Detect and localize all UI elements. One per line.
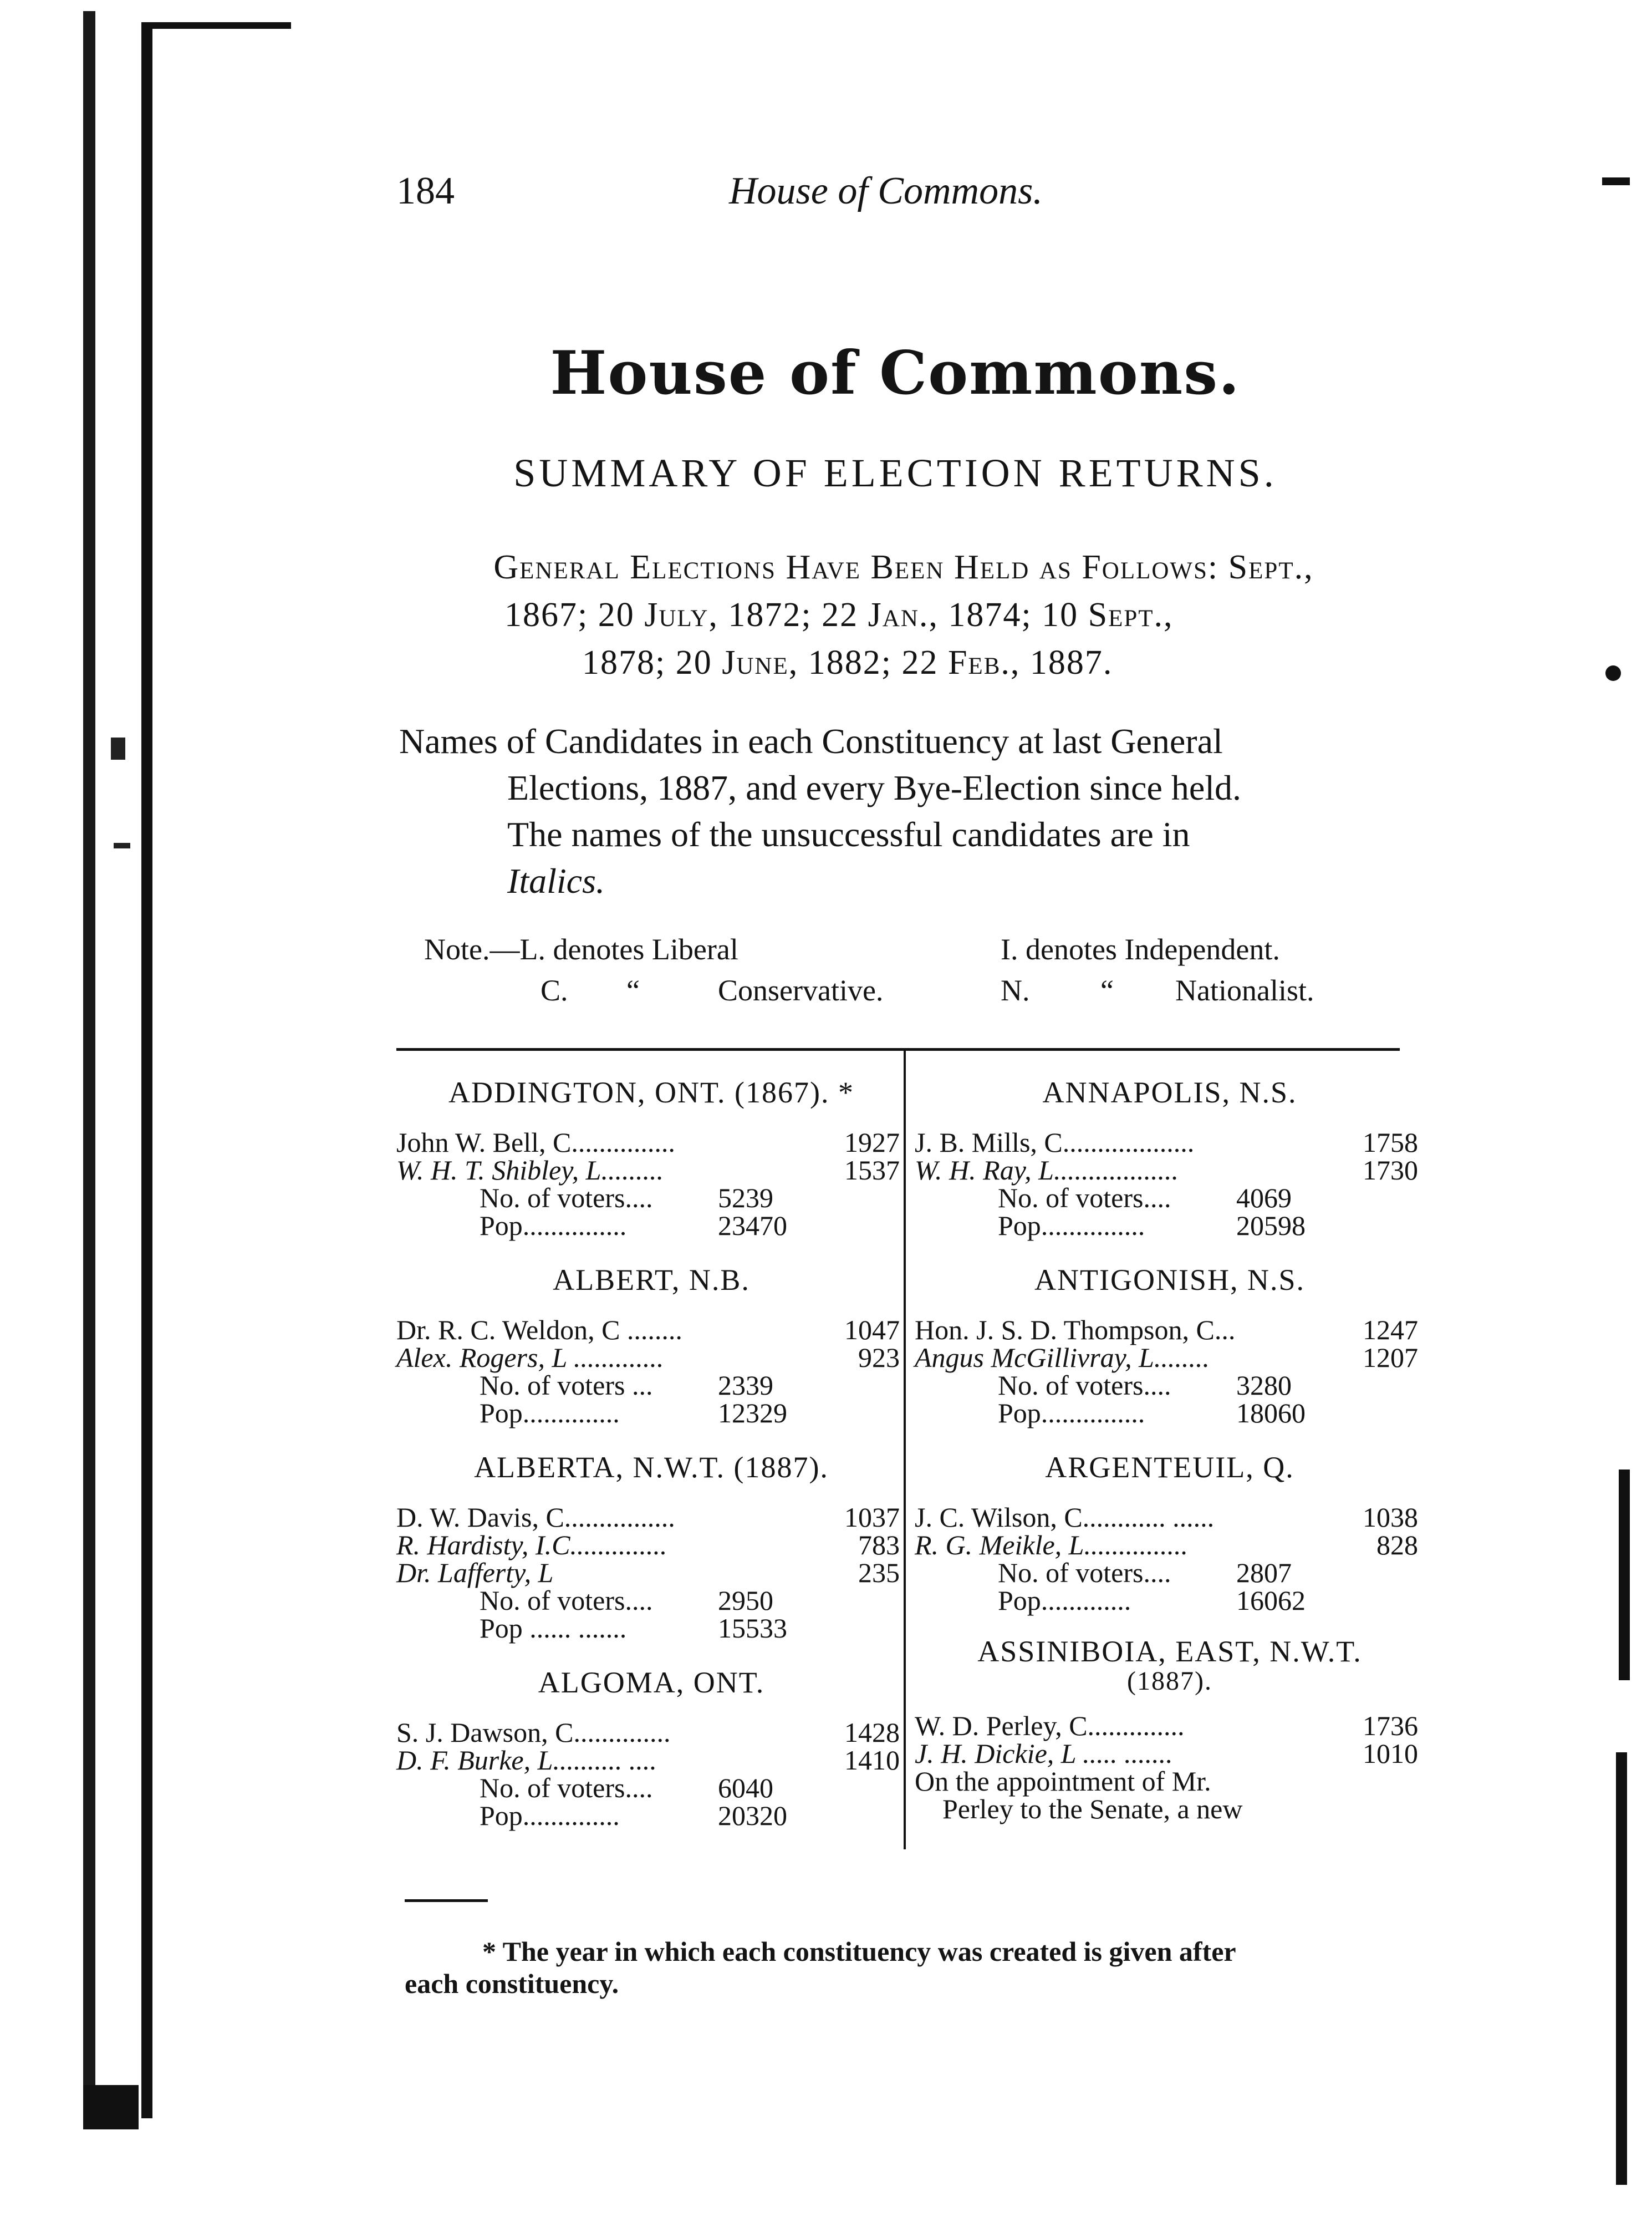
- candidate-row: [396, 1718, 906, 1746]
- voters-label: No. of voters....: [480, 1772, 653, 1803]
- population-label: Pop.............: [998, 1585, 1131, 1616]
- voters-row: [396, 1587, 906, 1614]
- candidate-name: R. G. Meikle, L...............: [915, 1529, 1188, 1560]
- candidate-votes: 1428: [844, 1717, 900, 1748]
- scan-edge-right: [1616, 1752, 1627, 2185]
- population-row: [396, 1802, 906, 1829]
- candidate-row: [396, 1503, 906, 1531]
- party-note: [424, 929, 1400, 1011]
- binding-mark: [111, 738, 125, 760]
- candidate-votes: 1758: [1363, 1127, 1418, 1158]
- voters-label: No. of voters ...: [480, 1370, 653, 1401]
- binding-edge-foot: [83, 2085, 139, 2129]
- population-count: 18060: [1236, 1397, 1306, 1428]
- footnote-rule: [405, 1899, 488, 1902]
- voters-label: No. of voters....: [998, 1182, 1171, 1213]
- candidate-row: [915, 1531, 1425, 1559]
- candidate-name: R. Hardisty, I.C..............: [396, 1529, 667, 1560]
- constituency-heading: ADDINGTON, ONT. (1867). *: [448, 1076, 854, 1109]
- population-count: 20598: [1236, 1210, 1306, 1241]
- note-ditto-mark: “: [626, 974, 640, 1007]
- population-count: 12329: [718, 1397, 787, 1428]
- candidate-row: [396, 1746, 906, 1774]
- candidate-name: John W. Bell, C...............: [396, 1127, 675, 1158]
- candidate-row: [396, 1128, 906, 1156]
- candidate-votes: 1410: [844, 1745, 900, 1776]
- voters-count: 5239: [718, 1182, 773, 1213]
- names-line: Italics.: [507, 861, 605, 901]
- candidate-votes: 923: [858, 1342, 900, 1373]
- population-row: [396, 1614, 906, 1642]
- scan-edge-right: [1619, 1470, 1630, 1680]
- scan-edge-mark: [1605, 665, 1621, 681]
- population-row: [915, 1587, 1425, 1614]
- note-nationalist: Nationalist.: [1175, 974, 1314, 1007]
- binding-edge-outer: [83, 11, 95, 2118]
- running-title: House of Commons.: [729, 170, 1043, 212]
- voters-count: 3280: [1236, 1370, 1292, 1401]
- constituency-heading-year: (1887).: [1127, 1666, 1212, 1696]
- voters-label: No. of voters....: [480, 1182, 653, 1213]
- candidate-name: J. C. Wilson, C............ ......: [915, 1502, 1215, 1533]
- voters-count: 2807: [1236, 1557, 1292, 1588]
- note-independent: I. denotes Independent.: [1001, 933, 1280, 966]
- note-conservative-abbr: C.: [541, 974, 568, 1007]
- binding-mark: [114, 843, 130, 848]
- voters-row: [396, 1371, 906, 1399]
- candidate-name: Alex. Rogers, L .............: [396, 1342, 664, 1373]
- candidate-name: D. W. Davis, C................: [396, 1502, 675, 1533]
- voters-row: [396, 1774, 906, 1802]
- population-label: Pop ...... .......: [480, 1613, 627, 1644]
- candidate-votes: 783: [858, 1529, 900, 1560]
- candidate-row: [915, 1156, 1425, 1184]
- candidate-row: [396, 1344, 906, 1371]
- population-label: Pop...............: [998, 1397, 1145, 1428]
- candidate-name: J. H. Dickie, L ..... .......: [915, 1738, 1173, 1769]
- note-conservative: Conservative.: [718, 974, 884, 1007]
- running-head: [396, 169, 1117, 219]
- candidate-name: Angus McGillivray, L........: [915, 1342, 1210, 1373]
- bye-election-note: On the appointment of Mr.: [915, 1766, 1211, 1797]
- candidate-name: J. B. Mills, C...................: [915, 1127, 1195, 1158]
- page-number: 184: [396, 170, 455, 212]
- voters-count: 2950: [718, 1585, 773, 1616]
- voters-row: [396, 1184, 906, 1212]
- population-count: 15533: [718, 1613, 787, 1644]
- scan-edge-mark: [1602, 177, 1630, 185]
- note-ditto-mark: “: [1100, 974, 1114, 1007]
- population-row: [915, 1399, 1425, 1427]
- voters-count: 6040: [718, 1772, 773, 1803]
- constituency-heading: ASSINIBOIA, EAST, N.W.T.: [977, 1635, 1362, 1668]
- candidate-votes: 1038: [1363, 1502, 1418, 1533]
- names-line: Elections, 1887, and every Bye-Election since held.: [507, 768, 1242, 807]
- elections-held-paragraph: [399, 543, 1408, 687]
- candidate-votes: 1207: [1363, 1342, 1418, 1373]
- voters-row: [915, 1371, 1425, 1399]
- population-label: Pop..............: [480, 1397, 620, 1428]
- names-line: Names of Candidates in each Constituency at last General: [399, 721, 1223, 761]
- note-nationalist-abbr: N.: [1001, 974, 1030, 1007]
- candidate-name: Dr. R. C. Weldon, C ........: [396, 1314, 682, 1345]
- population-count: 23470: [718, 1210, 787, 1241]
- candidate-name: W. H. T. Shibley, L.........: [396, 1155, 664, 1186]
- names-line: The names of the unsuccessful candidates are in: [507, 815, 1190, 854]
- constituency-heading: ANNAPOLIS, N.S.: [1042, 1076, 1297, 1109]
- candidate-row: [915, 1712, 1425, 1740]
- bye-election-note: Perley to the Senate, a new: [942, 1793, 1243, 1824]
- population-count: 20320: [718, 1800, 787, 1831]
- candidate-name: D. F. Burke, L.......... ....: [396, 1745, 657, 1776]
- candidate-name: W. H. Ray, L..................: [915, 1155, 1179, 1186]
- footnote-line: each constituency.: [405, 1968, 619, 1999]
- candidate-row: [915, 1128, 1425, 1156]
- candidate-name: W. D. Perley, C..............: [915, 1710, 1185, 1741]
- candidate-row: [915, 1344, 1425, 1371]
- candidate-votes: 1736: [1363, 1710, 1418, 1741]
- summary-heading: SUMMARY OF ELECTION RETURNS.: [513, 451, 1277, 495]
- elections-held-line: General Elections Have Been Held as Follows: Sept.,: [493, 548, 1314, 586]
- candidate-row: [396, 1316, 906, 1344]
- constituency-heading: ALGOMA, ONT.: [538, 1666, 765, 1699]
- candidate-row: [915, 1316, 1425, 1344]
- candidate-votes: 1247: [1363, 1314, 1418, 1345]
- candidate-votes: 1730: [1363, 1155, 1418, 1186]
- voters-count: 4069: [1236, 1182, 1292, 1213]
- table-top-rule: [396, 1048, 1400, 1051]
- candidate-votes: 1037: [844, 1502, 900, 1533]
- population-label: Pop..............: [480, 1800, 620, 1831]
- footnote-line: * The year in which each constituency was created is given after: [482, 1936, 1236, 1967]
- voters-label: No. of voters....: [998, 1557, 1171, 1588]
- constituency-heading: ALBERT, N.B.: [553, 1263, 750, 1296]
- candidate-name: S. J. Dawson, C..............: [396, 1717, 671, 1748]
- footnote: [405, 1935, 1408, 2000]
- binding-edge-top: [141, 22, 291, 29]
- candidate-votes: 1537: [844, 1155, 900, 1186]
- candidate-name: Hon. J. S. D. Thompson, C...: [915, 1314, 1236, 1345]
- note-liberal: Note.—L. denotes Liberal: [424, 933, 738, 966]
- elections-held-line: 1867; 20 July, 1872; 22 Jan., 1874; 10 Sept.,: [504, 596, 1174, 634]
- candidate-name: Dr. Lafferty, L: [396, 1557, 554, 1588]
- voters-row: [915, 1184, 1425, 1212]
- binding-edge-inner: [141, 22, 152, 2118]
- voters-label: No. of voters....: [998, 1370, 1171, 1401]
- constituency-heading: ALBERTA, N.W.T. (1887).: [474, 1451, 829, 1484]
- candidate-votes: 1010: [1363, 1738, 1418, 1769]
- constituency-heading: ANTIGONISH, N.S.: [1034, 1263, 1305, 1296]
- page-title: House of Commons.: [550, 338, 1241, 408]
- voters-count: 2339: [718, 1370, 773, 1401]
- candidate-row: [396, 1531, 906, 1559]
- left-column: [396, 1073, 906, 1829]
- candidate-votes: 235: [858, 1557, 900, 1588]
- right-column: [915, 1073, 1425, 1823]
- candidate-row: [396, 1559, 906, 1587]
- population-label: Pop...............: [998, 1210, 1145, 1241]
- population-row: [396, 1212, 906, 1239]
- voters-row: [915, 1559, 1425, 1587]
- candidate-row: [396, 1156, 906, 1184]
- population-row: [915, 1212, 1425, 1239]
- elections-held-line: 1878; 20 June, 1882; 22 Feb., 1887.: [582, 644, 1113, 682]
- candidate-row: [915, 1503, 1425, 1531]
- candidate-votes: 1927: [844, 1127, 900, 1158]
- voters-label: No. of voters....: [480, 1585, 653, 1616]
- candidate-votes: 828: [1376, 1529, 1418, 1560]
- candidate-votes: 1047: [844, 1314, 900, 1345]
- candidate-row: [915, 1740, 1425, 1767]
- population-row: [396, 1399, 906, 1427]
- constituency-heading: ARGENTEUIL, Q.: [1045, 1451, 1294, 1484]
- names-paragraph: [399, 718, 1408, 904]
- population-label: Pop...............: [480, 1210, 627, 1241]
- population-count: 16062: [1236, 1585, 1306, 1616]
